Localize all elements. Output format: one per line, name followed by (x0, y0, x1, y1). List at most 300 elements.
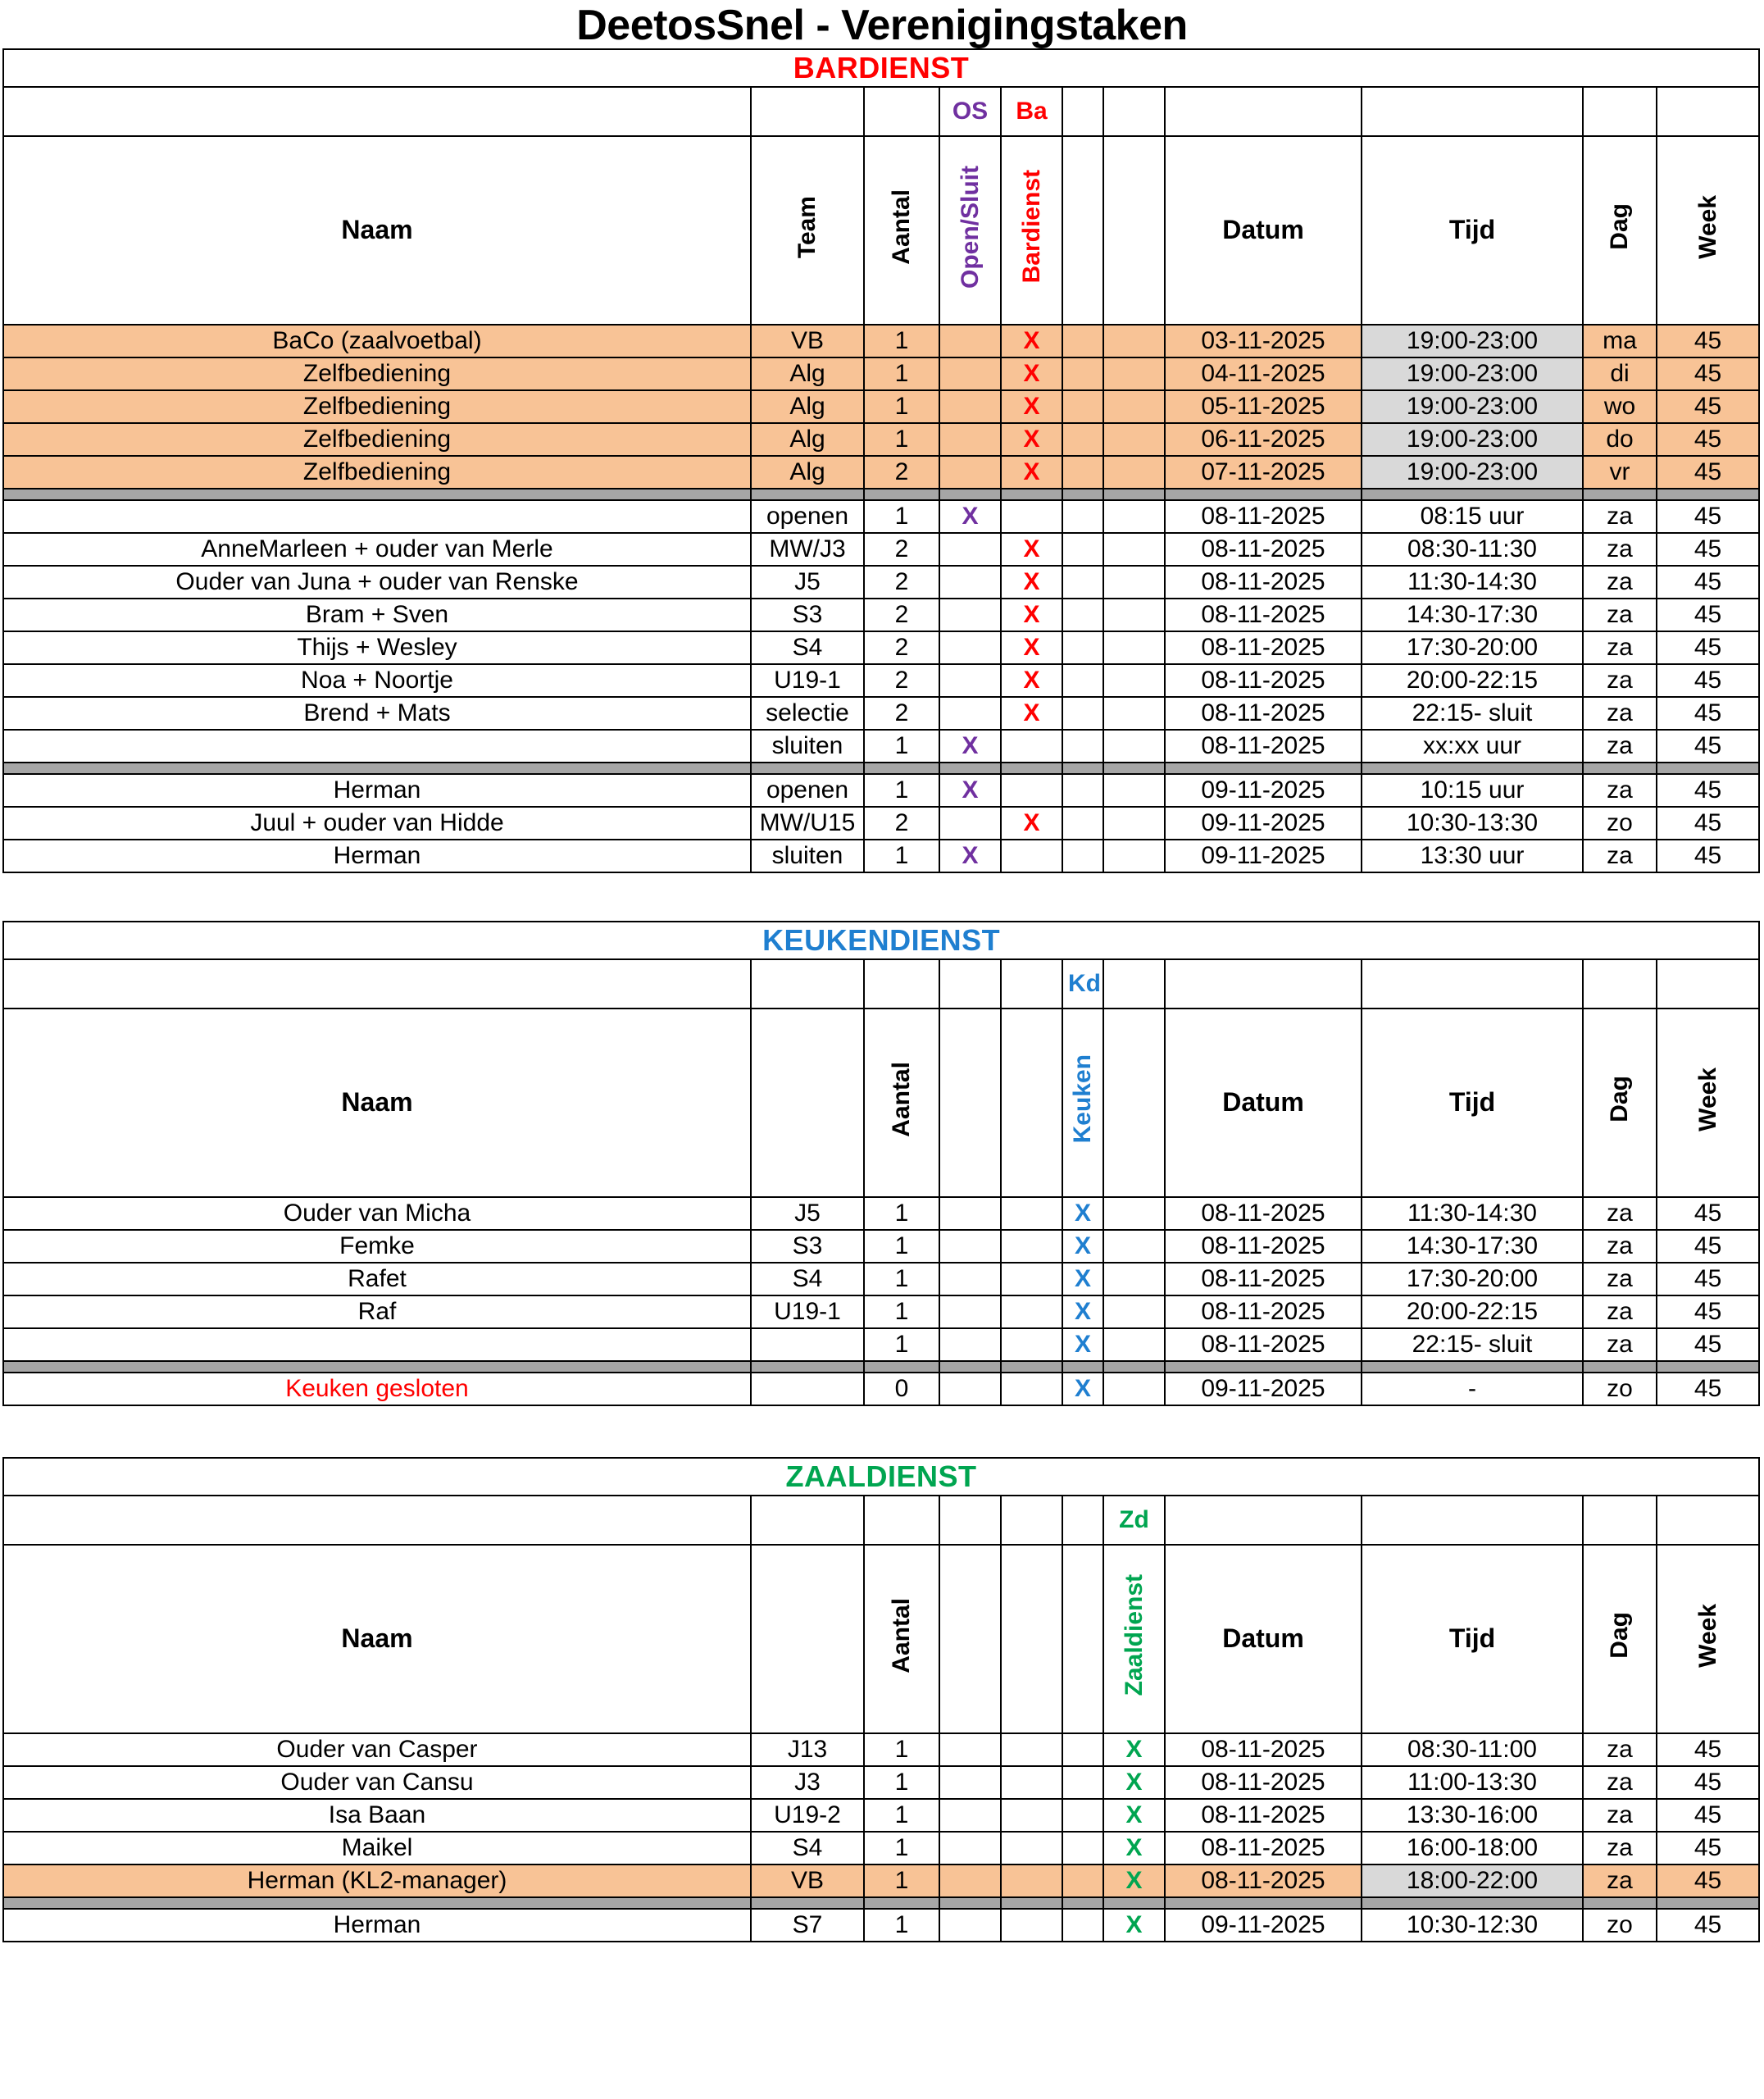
tag-ba: Ba (1001, 87, 1062, 136)
cell-week: 45 (1657, 533, 1759, 566)
tag-zd: Zd (1103, 1496, 1165, 1545)
bardienst-section-title: BARDIENST (3, 49, 1759, 87)
bardienst-tag-row (3, 87, 1759, 136)
cell-open-sluit (939, 599, 1001, 631)
x-mark-icon: X (1023, 567, 1040, 595)
cell-blank-2 (1001, 1230, 1062, 1263)
zd-header-blank-2 (1001, 1545, 1062, 1733)
separator-cell (751, 1897, 864, 1909)
cell-datum: 09-11-2025 (1165, 1373, 1362, 1405)
cell-naam: Rafet (3, 1263, 751, 1295)
cell-tijd: 10:30-12:30 (1362, 1909, 1583, 1942)
cell-aantal: 1 (864, 1865, 939, 1897)
cell-week: 45 (1657, 1865, 1759, 1897)
cell-blank-1 (1062, 730, 1103, 763)
x-mark-icon: X (962, 776, 979, 804)
cell-aantal: 2 (864, 456, 939, 489)
header-blank-2 (1103, 136, 1165, 325)
cell-aantal: 1 (864, 774, 939, 807)
tag-spacer-1 (1062, 87, 1103, 136)
cell-blank-2 (1001, 1832, 1062, 1865)
cell-blank-2 (1001, 1295, 1062, 1328)
cell-aantal: 2 (864, 664, 939, 697)
cell-team: S3 (751, 599, 864, 631)
cell-bardienst (1001, 774, 1062, 807)
cell-bardienst (1001, 599, 1062, 631)
separator-cell (3, 489, 751, 500)
zd-header-aantal-label: Aantal (888, 1597, 915, 1673)
table-row[interactable] (3, 1328, 1759, 1361)
kd-header-week (1657, 1009, 1759, 1197)
zd-tag-spacer-naam (3, 1496, 751, 1545)
cell-dag: za (1583, 500, 1657, 533)
kd-tag-blank-2 (1001, 959, 1062, 1009)
cell-naam: Bram + Sven (3, 599, 751, 631)
cell-dag: za (1583, 774, 1657, 807)
cell-week: 45 (1657, 390, 1759, 423)
cell-team: sluiten (751, 840, 864, 872)
cell-blank-1 (1062, 599, 1103, 631)
cell-bardienst (1001, 533, 1062, 566)
cell-aantal: 1 (864, 730, 939, 763)
cell-bardienst (1001, 390, 1062, 423)
cell-blank-2 (1103, 533, 1165, 566)
cell-naam (3, 1328, 751, 1361)
cell-week: 45 (1657, 1230, 1759, 1263)
table-row[interactable] (3, 456, 1759, 489)
zaaldienst-tag-row (3, 1496, 1759, 1545)
cell-dag: za (1583, 1295, 1657, 1328)
cell-team: S4 (751, 1832, 864, 1865)
cell-dag: za (1583, 1733, 1657, 1766)
cell-open-sluit (939, 357, 1001, 390)
cell-blank-1 (939, 1328, 1001, 1361)
tag-spacer-week (1657, 87, 1759, 136)
cell-week: 45 (1657, 1263, 1759, 1295)
table-row[interactable] (3, 774, 1759, 807)
zd-header-zaaldienst-label: Zaaldienst (1120, 1574, 1148, 1696)
cell-bardienst (1001, 500, 1062, 533)
cell-zaaldienst (1103, 1832, 1165, 1865)
cell-tijd: 11:30-14:30 (1362, 1197, 1583, 1230)
separator-cell (1657, 763, 1759, 774)
cell-naam: BaCo (zaalvoetbal) (3, 325, 751, 357)
x-mark-icon: X (962, 731, 979, 759)
table-row[interactable] (3, 1733, 1759, 1766)
cell-blank-2 (1103, 697, 1165, 730)
cell-team: VB (751, 1865, 864, 1897)
bardienst-table (2, 48, 1760, 873)
cell-week: 45 (1657, 1733, 1759, 1766)
cell-week: 45 (1657, 357, 1759, 390)
table-row[interactable] (3, 1295, 1759, 1328)
zd-tag-spacer-dag (1583, 1496, 1657, 1545)
cell-bardienst (1001, 631, 1062, 664)
table-row[interactable] (3, 697, 1759, 730)
cell-datum: 08-11-2025 (1165, 1295, 1362, 1328)
header-bardienst-label: Bardienst (1017, 170, 1045, 284)
cell-blank-3 (1103, 1373, 1165, 1405)
cell-blank-2 (1103, 325, 1165, 357)
cell-week: 45 (1657, 1373, 1759, 1405)
cell-tijd: 18:00-22:00 (1362, 1865, 1583, 1897)
zd-header-datum: Datum (1165, 1545, 1362, 1733)
cell-team: Alg (751, 357, 864, 390)
cell-dag: do (1583, 423, 1657, 456)
table-row[interactable] (3, 1263, 1759, 1295)
cell-tijd: 10:15 uur (1362, 774, 1583, 807)
table-row[interactable] (3, 1373, 1759, 1405)
cell-naam: Zelfbediening (3, 357, 751, 390)
zd-tag-blank-3 (1062, 1496, 1103, 1545)
cell-tijd: 17:30-20:00 (1362, 631, 1583, 664)
cell-blank-2 (1103, 423, 1165, 456)
table-row[interactable] (3, 566, 1759, 599)
table-row[interactable] (3, 1799, 1759, 1832)
cell-blank-2 (1103, 456, 1165, 489)
cell-blank-3 (1103, 1197, 1165, 1230)
cell-team: S4 (751, 1263, 864, 1295)
cell-dag: za (1583, 631, 1657, 664)
cell-datum: 08-11-2025 (1165, 697, 1362, 730)
cell-naam: AnneMarleen + ouder van Merle (3, 533, 751, 566)
cell-naam: Herman (3, 840, 751, 872)
zd-header-week (1657, 1545, 1759, 1733)
cell-team: selectie (751, 697, 864, 730)
row-separator (3, 489, 1759, 500)
cell-tijd: 11:30-14:30 (1362, 566, 1583, 599)
cell-open-sluit (939, 807, 1001, 840)
table-row[interactable] (3, 533, 1759, 566)
cell-blank-1 (1062, 840, 1103, 872)
cell-keuken (1062, 1295, 1103, 1328)
cell-blank-1 (1062, 325, 1103, 357)
x-mark-icon: X (1023, 458, 1040, 485)
cell-tijd: 10:30-13:30 (1362, 807, 1583, 840)
cell-blank-3 (1103, 1295, 1165, 1328)
table-row[interactable] (3, 500, 1759, 533)
cell-team: sluiten (751, 730, 864, 763)
cell-tijd: 19:00-23:00 (1362, 390, 1583, 423)
table-row[interactable] (3, 357, 1759, 390)
cell-week: 45 (1657, 730, 1759, 763)
cell-datum: 09-11-2025 (1165, 1909, 1362, 1942)
cell-team: S4 (751, 631, 864, 664)
table-row[interactable] (3, 730, 1759, 763)
cell-dag: za (1583, 1328, 1657, 1361)
table-row[interactable] (3, 1832, 1759, 1865)
cell-bardienst (1001, 840, 1062, 872)
table-row[interactable] (3, 664, 1759, 697)
table-row[interactable] (3, 1766, 1759, 1799)
cell-team: J5 (751, 566, 864, 599)
cell-aantal: 2 (864, 697, 939, 730)
cell-week: 45 (1657, 840, 1759, 872)
separator-cell (1362, 1897, 1583, 1909)
keukendienst-table (2, 921, 1760, 1406)
separator-cell (1001, 763, 1062, 774)
cell-open-sluit (939, 533, 1001, 566)
cell-week: 45 (1657, 631, 1759, 664)
cell-open-sluit (939, 730, 1001, 763)
tag-spacer-datum (1165, 87, 1362, 136)
cell-datum: 08-11-2025 (1165, 730, 1362, 763)
cell-tijd: 17:30-20:00 (1362, 1263, 1583, 1295)
cell-team: S7 (751, 1909, 864, 1942)
separator-cell (939, 763, 1001, 774)
x-mark-icon: X (1074, 1297, 1091, 1325)
cell-aantal: 1 (864, 390, 939, 423)
cell-datum: 08-11-2025 (1165, 1230, 1362, 1263)
zd-header-dag (1583, 1545, 1657, 1733)
cell-tijd: 19:00-23:00 (1362, 423, 1583, 456)
cell-aantal: 1 (864, 1799, 939, 1832)
separator-cell (1062, 763, 1103, 774)
cell-aantal: 0 (864, 1373, 939, 1405)
cell-dag: za (1583, 1832, 1657, 1865)
kd-tag-spacer-tijd (1362, 959, 1583, 1009)
cell-naam: Ouder van Cansu (3, 1766, 751, 1799)
cell-aantal: 1 (864, 1328, 939, 1361)
cell-datum: 08-11-2025 (1165, 1799, 1362, 1832)
cell-week: 45 (1657, 566, 1759, 599)
cell-week: 45 (1657, 807, 1759, 840)
kd-tag-spacer-datum (1165, 959, 1362, 1009)
cell-zaaldienst (1103, 1733, 1165, 1766)
cell-team: J5 (751, 1197, 864, 1230)
x-mark-icon: X (1125, 1866, 1143, 1894)
cell-naam: Herman (KL2-manager) (3, 1865, 751, 1897)
cell-dag: zo (1583, 1373, 1657, 1405)
cell-blank-2 (1001, 1799, 1062, 1832)
separator-cell (864, 489, 939, 500)
cell-keuken (1062, 1230, 1103, 1263)
cell-bardienst (1001, 423, 1062, 456)
cell-bardienst (1001, 566, 1062, 599)
cell-dag: za (1583, 840, 1657, 872)
x-mark-icon: X (1023, 666, 1040, 694)
row-separator (3, 763, 1759, 774)
x-mark-icon: X (1023, 535, 1040, 562)
cell-naam: Noa + Noortje (3, 664, 751, 697)
cell-datum: 08-11-2025 (1165, 1197, 1362, 1230)
cell-dag: za (1583, 730, 1657, 763)
cell-blank-1 (1062, 566, 1103, 599)
cell-naam: Zelfbediening (3, 456, 751, 489)
cell-open-sluit (939, 390, 1001, 423)
cell-tijd: 22:15- sluit (1362, 697, 1583, 730)
separator-cell (1362, 763, 1583, 774)
cell-tijd: 11:00-13:30 (1362, 1766, 1583, 1799)
cell-bardienst (1001, 456, 1062, 489)
table-row[interactable] (3, 1865, 1759, 1897)
kd-header-keuken-label: Keuken (1069, 1054, 1096, 1144)
cell-datum: 03-11-2025 (1165, 325, 1362, 357)
table-row[interactable] (3, 599, 1759, 631)
kd-tag-spacer-dag (1583, 959, 1657, 1009)
cell-tijd: 14:30-17:30 (1362, 1230, 1583, 1263)
cell-datum: 06-11-2025 (1165, 423, 1362, 456)
cell-aantal: 1 (864, 500, 939, 533)
cell-week: 45 (1657, 456, 1759, 489)
cell-open-sluit (939, 423, 1001, 456)
separator-cell (1362, 1361, 1583, 1373)
table-row[interactable] (3, 1197, 1759, 1230)
separator-cell (1103, 1897, 1165, 1909)
cell-datum: 08-11-2025 (1165, 631, 1362, 664)
separator-cell (1001, 489, 1062, 500)
cell-tijd: 19:00-23:00 (1362, 325, 1583, 357)
cell-week: 45 (1657, 500, 1759, 533)
cell-tijd: 19:00-23:00 (1362, 357, 1583, 390)
table-row[interactable] (3, 423, 1759, 456)
kd-header-dag (1583, 1009, 1657, 1197)
header-open-sluit-label: Open/Sluit (956, 165, 984, 289)
cell-blank-3 (1103, 1263, 1165, 1295)
kd-header-aantal-label: Aantal (888, 1061, 915, 1137)
cell-blank-2 (1103, 357, 1165, 390)
cell-team: S3 (751, 1230, 864, 1263)
table-row[interactable] (3, 325, 1759, 357)
cell-blank-3 (1062, 1733, 1103, 1766)
cell-naam: Ouder van Micha (3, 1197, 751, 1230)
cell-dag: za (1583, 1799, 1657, 1832)
cell-blank-2 (1103, 807, 1165, 840)
cell-blank-2 (1001, 1733, 1062, 1766)
separator-cell (864, 1361, 939, 1373)
cell-bardienst (1001, 730, 1062, 763)
cell-naam: Isa Baan (3, 1799, 751, 1832)
separator-cell (1657, 1897, 1759, 1909)
cell-dag: za (1583, 697, 1657, 730)
table-row[interactable] (3, 1909, 1759, 1942)
cell-blank-2 (1103, 664, 1165, 697)
cell-blank-2 (1103, 840, 1165, 872)
zd-header-dag-label: Dag (1606, 1612, 1633, 1659)
cell-dag: vr (1583, 456, 1657, 489)
header-tijd: Tijd (1362, 136, 1583, 325)
cell-naam: Zelfbediening (3, 423, 751, 456)
cell-blank-1 (1062, 631, 1103, 664)
table-row[interactable] (3, 807, 1759, 840)
zd-tag-spacer-tijd (1362, 1496, 1583, 1545)
zd-tag-blank-1 (939, 1496, 1001, 1545)
cell-team (751, 1328, 864, 1361)
cell-blank-2 (1001, 1909, 1062, 1942)
cell-blank-1 (1062, 533, 1103, 566)
separator-cell (751, 763, 864, 774)
separator-cell (1583, 763, 1657, 774)
cell-tijd: xx:xx uur (1362, 730, 1583, 763)
cell-zaaldienst (1103, 1865, 1165, 1897)
cell-naam: Thijs + Wesley (3, 631, 751, 664)
cell-week: 45 (1657, 325, 1759, 357)
table-row[interactable] (3, 1230, 1759, 1263)
cell-blank-1 (1062, 774, 1103, 807)
cell-aantal: 1 (864, 1230, 939, 1263)
cell-datum: 09-11-2025 (1165, 840, 1362, 872)
zd-tag-spacer-team (751, 1496, 864, 1545)
cell-blank-2 (1001, 1373, 1062, 1405)
cell-naam: Zelfbediening (3, 390, 751, 423)
cell-aantal: 1 (864, 423, 939, 456)
cell-naam: Herman (3, 774, 751, 807)
cell-tijd: 22:15- sluit (1362, 1328, 1583, 1361)
cell-dag: za (1583, 1263, 1657, 1295)
keukendienst-section-title: KEUKENDIENST (3, 922, 1759, 959)
cell-aantal: 2 (864, 566, 939, 599)
bardienst-section-title-row (3, 49, 1759, 87)
separator-cell (1657, 489, 1759, 500)
zd-header-tijd: Tijd (1362, 1545, 1583, 1733)
separator-cell (939, 489, 1001, 500)
cell-week: 45 (1657, 1799, 1759, 1832)
separator-cell (1583, 489, 1657, 500)
zd-header-blank-3 (1062, 1545, 1103, 1733)
cell-team (751, 1373, 864, 1405)
tag-spacer-2 (1103, 87, 1165, 136)
cell-week: 45 (1657, 1295, 1759, 1328)
table-row[interactable] (3, 631, 1759, 664)
cell-blank-2 (1001, 1328, 1062, 1361)
cell-team: U19-2 (751, 1799, 864, 1832)
cell-blank-1 (939, 1295, 1001, 1328)
cell-naam: Ouder van Casper (3, 1733, 751, 1766)
zd-tag-blank-2 (1001, 1496, 1062, 1545)
cell-blank-2 (1103, 631, 1165, 664)
cell-blank-3 (1062, 1832, 1103, 1865)
kd-header-tijd: Tijd (1362, 1009, 1583, 1197)
cell-team: J13 (751, 1733, 864, 1766)
cell-dag: za (1583, 566, 1657, 599)
cell-dag: za (1583, 533, 1657, 566)
cell-week: 45 (1657, 1766, 1759, 1799)
cell-blank-2 (1001, 1766, 1062, 1799)
separator-cell (939, 1361, 1001, 1373)
zd-header-blank-1 (939, 1545, 1001, 1733)
kd-header-week-label: Week (1694, 1067, 1721, 1131)
zd-header-week-label: Week (1694, 1603, 1721, 1668)
cell-blank-1 (1062, 423, 1103, 456)
cell-datum: 08-11-2025 (1165, 599, 1362, 631)
zd-header-zaaldienst (1103, 1545, 1165, 1733)
cell-dag: za (1583, 1230, 1657, 1263)
header-naam: Naam (3, 136, 751, 325)
kd-header-keuken (1062, 1009, 1103, 1197)
cell-naam (3, 500, 751, 533)
cell-dag: zo (1583, 807, 1657, 840)
cell-week: 45 (1657, 1197, 1759, 1230)
cell-blank-1 (1062, 807, 1103, 840)
header-week (1657, 136, 1759, 325)
cell-naam: Femke (3, 1230, 751, 1263)
table-row[interactable] (3, 840, 1759, 872)
separator-cell (3, 1897, 751, 1909)
x-mark-icon: X (1074, 1264, 1091, 1292)
header-week-label: Week (1694, 194, 1721, 259)
cell-naam: Keuken gesloten (3, 1373, 751, 1405)
table-row[interactable] (3, 390, 1759, 423)
header-dag-label: Dag (1606, 203, 1633, 250)
cell-keuken (1062, 1373, 1103, 1405)
cell-team: MW/U15 (751, 807, 864, 840)
x-mark-icon: X (1023, 633, 1040, 661)
header-dag (1583, 136, 1657, 325)
cell-open-sluit (939, 840, 1001, 872)
cell-keuken (1062, 1263, 1103, 1295)
cell-datum: 08-11-2025 (1165, 566, 1362, 599)
cell-week: 45 (1657, 1832, 1759, 1865)
